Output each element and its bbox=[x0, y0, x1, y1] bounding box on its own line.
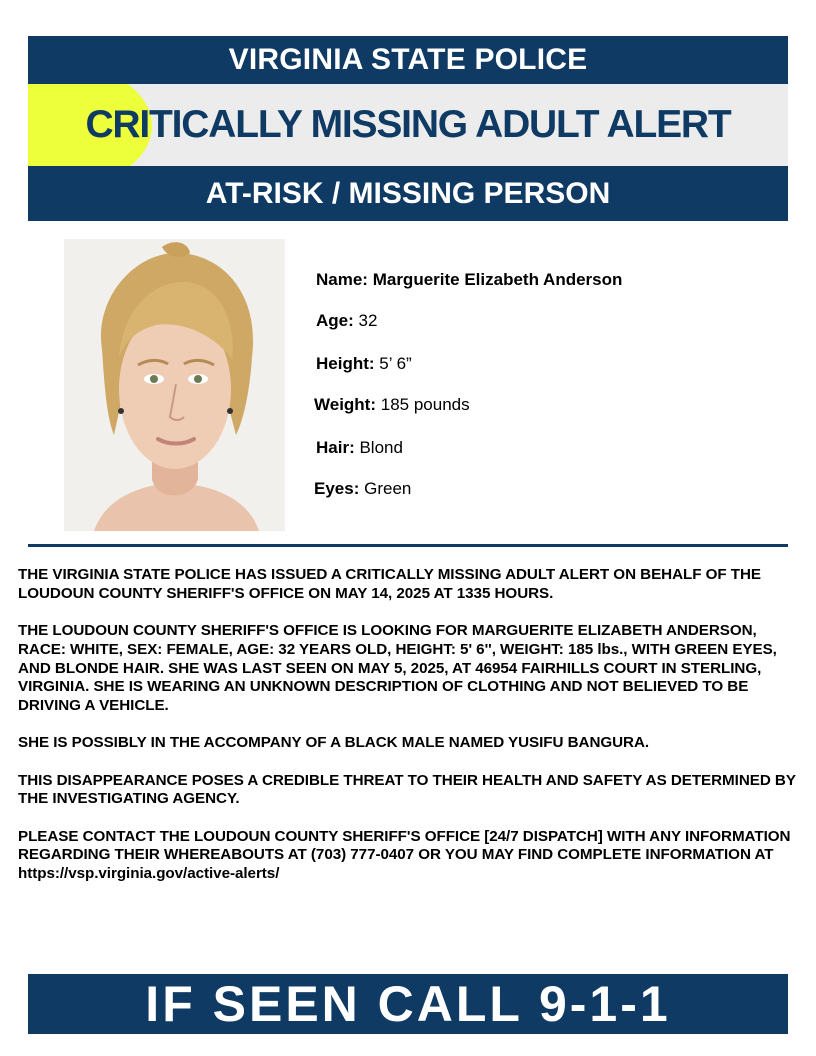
detail-name: Name: Marguerite Elizabeth Anderson bbox=[316, 270, 623, 289]
detail-height: Height: 5’ 6” bbox=[316, 354, 412, 373]
paragraph-companion: SHE IS POSSIBLY IN THE ACCOMPANY OF A BLACK MALE NAMED YUSIFU BANGURA. bbox=[18, 734, 650, 752]
paragraph-threat: THIS DISAPPEARANCE POSES A CREDIBLE THREAT TO THEIR HEALTH AND SAFETY AS DETERMINED BY THE INVESTIGATING AGENCY. bbox=[18, 771, 796, 808]
detail-age: Age: 32 bbox=[316, 311, 378, 330]
paragraph-issuance: THE VIRGINIA STATE POLICE HAS ISSUED A CRITICALLY MISSING ADULT ALERT ON BEHALF OF THE LOUDOUN COUNTY SHERIFF'S OFFICE ON MAY 14, 2025 AT 1335 HOURS. bbox=[18, 566, 761, 602]
alert-title: CRITICALLY MISSING ADULT ALERT bbox=[85, 103, 731, 146]
section-divider bbox=[28, 544, 788, 547]
category-banner bbox=[28, 166, 788, 221]
call-to-action: IF SEEN CALL 9-1-1 bbox=[145, 976, 671, 1032]
paragraph-contact: PLEASE CONTACT THE LOUDOUN COUNTY SHERIFF'S OFFICE [24/7 DISPATCH] WITH ANY INFORMATION REGARDING THEIR WHEREABOUTS AT (703) 777-0407 OR YOU MAY FIND COMPLETE INFORMATION AT https://vsp.virginia.gov/active-alerts/ bbox=[18, 827, 791, 883]
detail-eyes: Eyes: Green bbox=[314, 479, 412, 498]
missing-person-photo bbox=[64, 239, 285, 531]
detail-weight: Weight: 185 pounds bbox=[314, 395, 470, 414]
alert-category: AT-RISK / MISSING PERSON bbox=[205, 176, 611, 210]
paragraph-description: THE LOUDOUN COUNTY SHERIFF'S OFFICE IS LOOKING FOR MARGUERITE ELIZABETH ANDERSON, RACE: WHITE, SEX: FEMALE, AGE: 32 YEARS OLD, HEIGHT: 5' 6'', WEIGHT: 185 lbs., WITH GREEN EYES, AND BLONDE HAIR. SHE WAS LAST SEEN ON MAY 5, 2025, AT 46954 FAIRHILLS COURT IN STERLING, VIRGINIA. SHE IS WEARING AN UNKNOWN DESCRIPTION OF CLOTHING AND NOT BELIEVED TO BE DRIVING A VEHICLE. bbox=[18, 622, 777, 714]
agency-name: VIRGINIA STATE POLICE bbox=[228, 43, 588, 76]
alert-description bbox=[18, 566, 803, 903]
agency-banner bbox=[28, 36, 788, 84]
alert-title-banner bbox=[28, 84, 788, 166]
detail-hair: Hair: Blond bbox=[316, 438, 403, 457]
portrait-illustration bbox=[64, 239, 285, 531]
call-to-action-banner bbox=[28, 974, 788, 1034]
